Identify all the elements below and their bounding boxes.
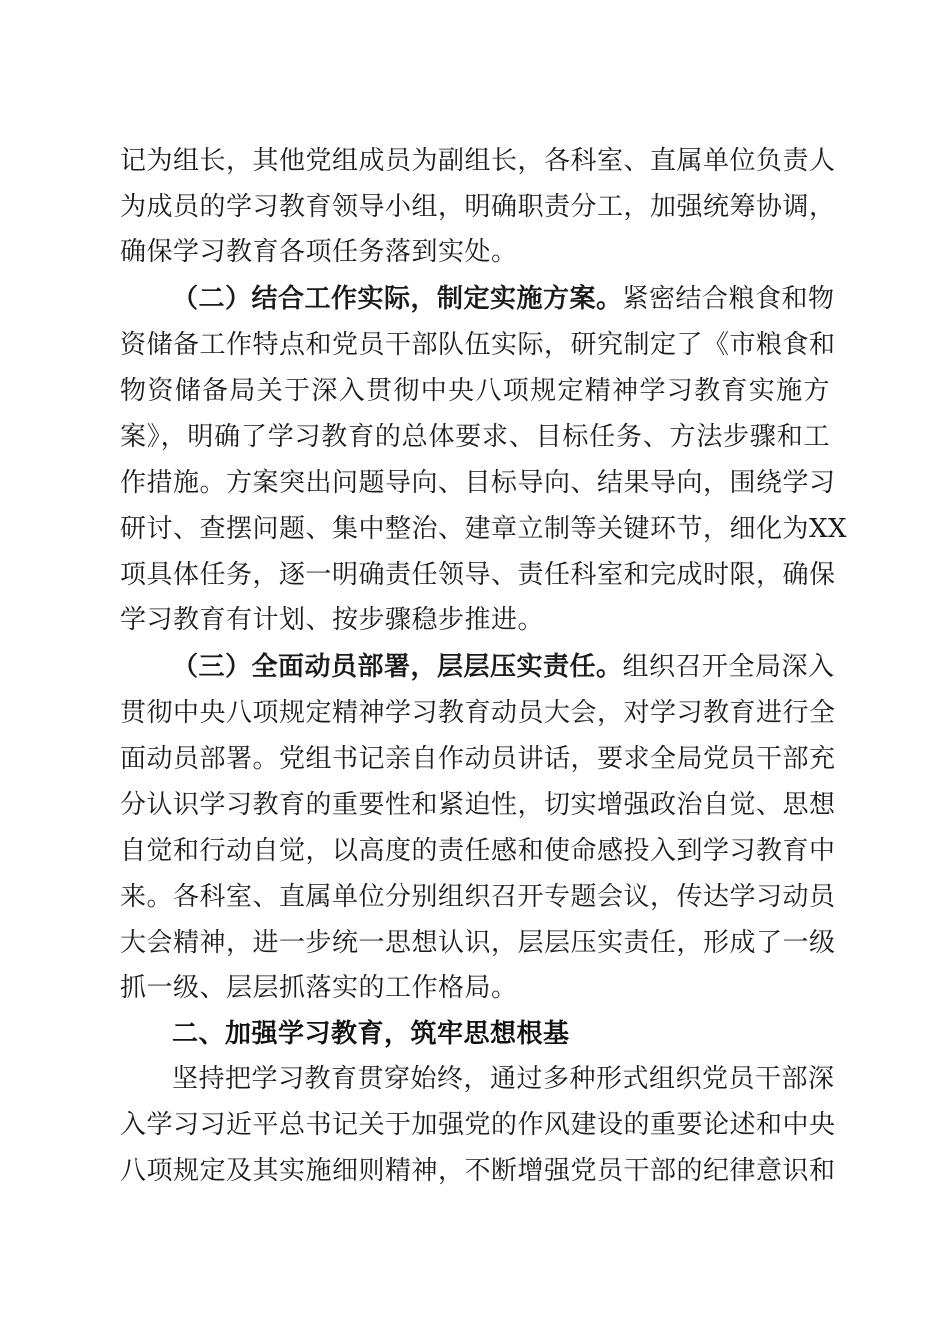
paragraph-line: 贯彻中央八项规定精神学习教育动员大会，对学习教育进行全 [120,698,836,728]
paragraph-line: 大会精神，进一步统一思想认识，层层压实责任，形成了一级 [120,928,836,958]
section-heading: 二、加强学习教育，筑牢思想根基 [172,1019,570,1049]
paragraph-first-line [172,647,835,687]
paragraph-line: 分认识学习教育的重要性和紧迫性，切实增强政治自觉、思想 [120,790,836,820]
paragraph-line: 为成员的学习教育领导小组，明确职责分工，加强统筹协调， [120,192,836,222]
paragraph-line: 抓一级、层层抓落实的工作格局。 [120,973,518,1003]
paragraph-line: 项具体任务，逐一明确责任领导、责任科室和完成时限，确保 [120,560,836,590]
paragraph-text: 紧密结合粮食和物 [622,284,835,314]
paragraph-line: 研讨、查摆问题、集中整治、建章立制等关键环节，细化为XX [120,514,848,544]
subsection-title: （三）全面动员部署，层层压实责任。 [172,652,623,682]
paragraph-line: 记为组长，其他党组成员为副组长，各科室、直属单位负责人 [120,146,836,176]
paragraph-first-line [172,279,835,319]
paragraph-line: 作措施。方案突出问题导向、目标导向、结果导向，围绕学习 [120,468,836,498]
paragraph-first-line: 坚持把学习教育贯穿始终，通过多种形式组织党员干部深 [172,1064,835,1094]
paragraph-line: 自觉和行动自觉，以高度的责任感和使命感投入到学习教育中 [120,836,836,866]
paragraph-line: 确保学习教育各项任务落到实处。 [120,237,518,267]
paragraph-line: 八项规定及其实施细则精神，不断增强党员干部的纪律意识和 [120,1156,836,1186]
paragraph-line: 面动员部署。党组书记亲自作动员讲话，要求全局党员干部充 [120,744,836,774]
paragraph-line: 学习教育有计划、按步骤稳步推进。 [120,605,545,635]
paragraph-line: 物资储备局关于深入贯彻中央八项规定精神学习教育实施方 [120,376,830,406]
paragraph-line: 来。各科室、直属单位分别组织召开专题会议，传达学习动员 [120,882,836,912]
paragraph-line: 入学习习近平总书记关于加强党的作风建设的重要论述和中央 [120,1110,836,1140]
paragraph-line: 资储备工作特点和党员干部队伍实际，研究制定了《市粮食和 [120,330,836,360]
subsection-title: （二）结合工作实际，制定实施方案。 [172,284,623,314]
paragraph-line: 案》，明确了学习教育的总体要求、目标任务、方法步骤和工 [120,422,830,452]
paragraph-text: 组织召开全局深入 [622,652,835,682]
